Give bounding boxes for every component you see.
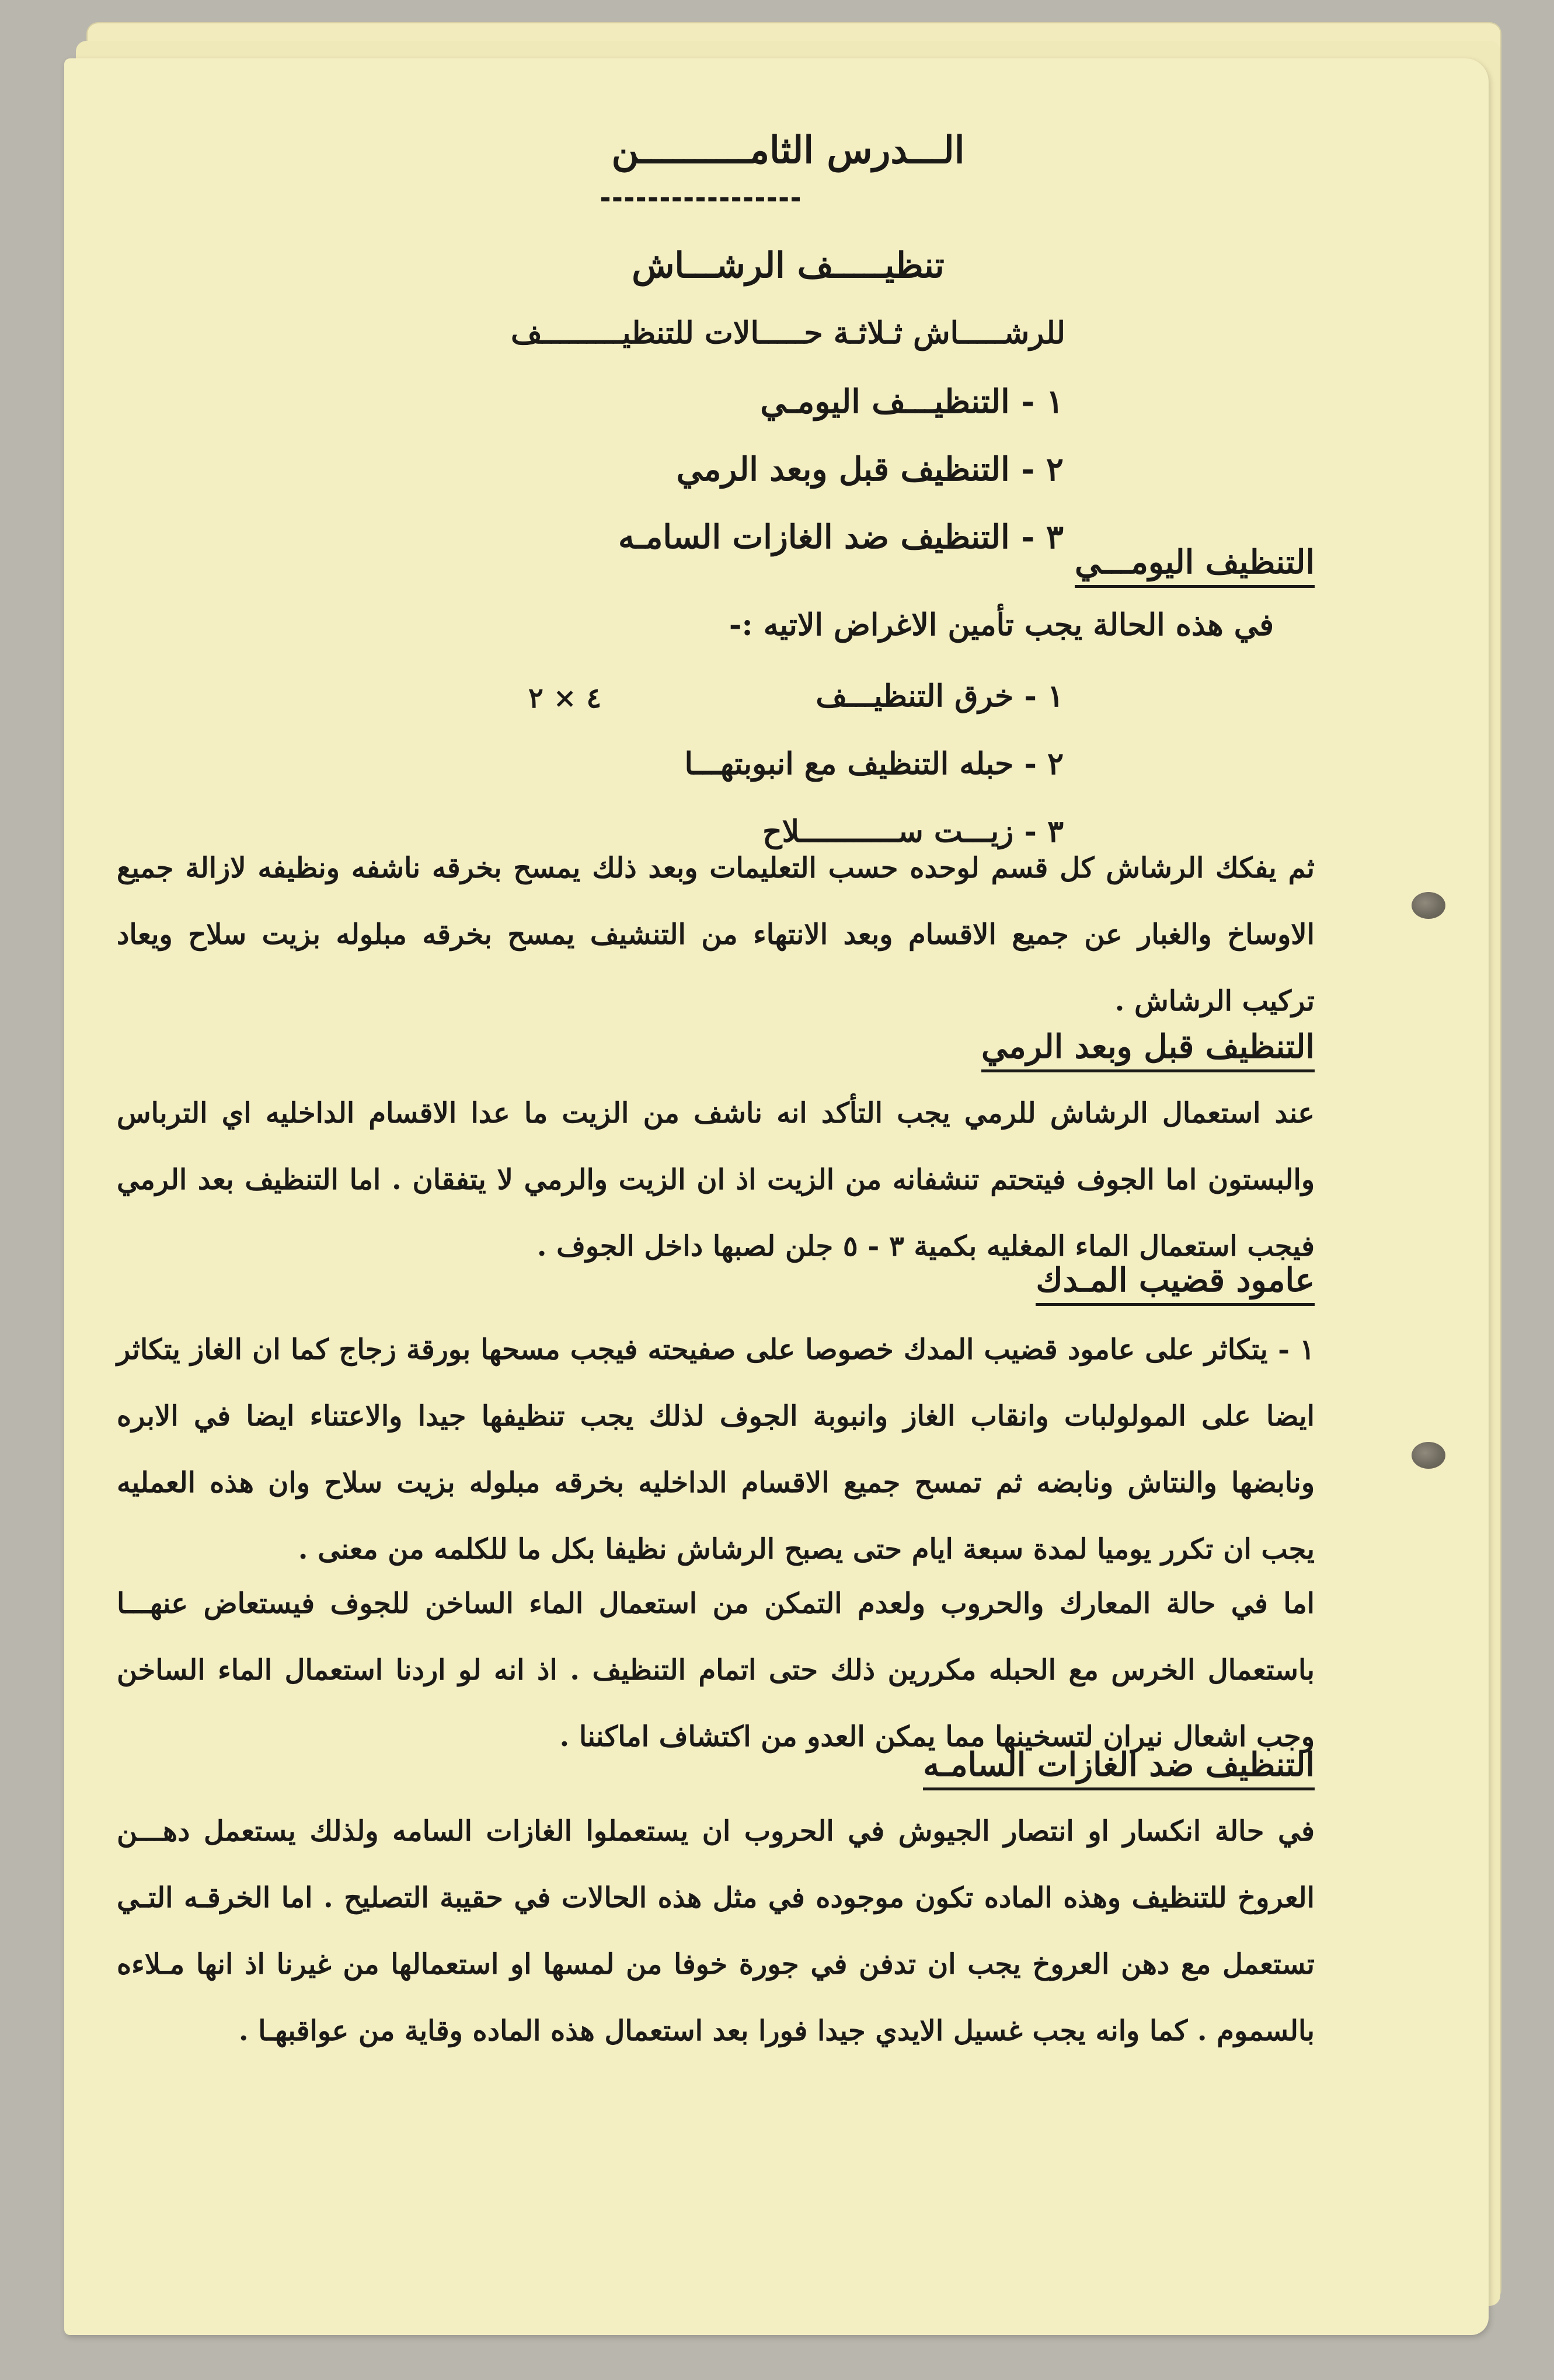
daily-intro: في هذه الحالة يجب تأمين الاغراض الاتيه :- <box>729 607 1274 643</box>
daily-body: ثم يفكك الرشاش كل قسم لوحده حسب التعليمات وبعد ذلك يمسح بخرقه ناشفه ونظيفه لازالة جميع الاوساخ والغبار عن جميع الاقسام وبعد الانتهاء من التنشيف يمسح بخرقه مبلوله بزيت سلاح ويعاد تركيب الرشاش . <box>117 852 1315 1017</box>
firing-heading-text: التنظيف قبل وبعد الرمي <box>981 1027 1315 1072</box>
firing-heading <box>981 1027 1315 1066</box>
title-underline <box>601 197 800 201</box>
daily-item: ١ - خرق التنظيـــف <box>816 678 1064 714</box>
daily-heading <box>1075 543 1315 581</box>
rod-heading <box>1036 1261 1315 1299</box>
cloth-dimension: ٤ × ٢ <box>528 682 602 715</box>
topic-title: تنظيـــــف الرشـــاش <box>632 245 945 286</box>
cases-list <box>538 368 1064 571</box>
case-item: ٢ - التنظيف قبل وبعد الرمي <box>676 450 1064 489</box>
daily-item: ٢ - حبله التنظيف مع انبوبتهـــا <box>684 746 1064 782</box>
punch-hole-top <box>1412 892 1445 919</box>
gas-body: في حالة انكسار او انتصار الجيوش في الحروب ان يستعملوا الغازات السامه ولذلك يستعمل دهـــن العروخ للتنظيف وهذه الماده تكون موجوده في مثل هذه الحالات في حقيبة التصليح . اما الخرقـه التـي تستعمل مع دهن العروخ يجب ان تدفن في جورة خوفا من لمسها او استعمالها من غيرنا اذ انها مـلاءه بالسموم . كما وانه يجب غسيل الايدي جيدا فورا بعد استعمال هذه الماده وقاية من عواقبهـا . <box>117 1815 1315 2047</box>
gas-heading <box>923 1745 1315 1784</box>
rod-heading-text: عامود قضيب المـدك <box>1036 1261 1315 1306</box>
punch-hole-bottom <box>1412 1442 1445 1469</box>
case-item: ٣ - التنظيف ضد الغازات السامـه <box>618 518 1064 556</box>
case-item: ١ - التنظيـــف اليومـي <box>760 382 1064 421</box>
rod-body-1: ١ - يتكاثر على عامود قضيب المدك خصوصا على صفيحته فيجب مسحها بورقة زجاج كما ان الغاز يتكاثر ايضا على المولولبات وانقاب الغاز وانبوبة الجوف لذلك يجب تنظيفها جيدا والاعتناء ايضا في الابره ونابضها والنتاش ونابضه ثم تمسح جميع الاقسام الداخليه بخرقه مبلوله بزيت سلاح وان هذه العمليه يجب ان تكرر يوميا لمدة سبعة ايام حتى يصبح الرشاش نظيفا بكل ما للكلمه من معنى . <box>117 1333 1315 1566</box>
cases-heading: للرشـــــاش ثـلاثـة حـــــالات للتنظيـــــــــف <box>511 315 1065 351</box>
lesson-title: الـــدرس الثامــــــــــن <box>611 128 965 172</box>
daily-heading-text: التنظيف اليومـــي <box>1075 543 1315 588</box>
firing-body: عند استعمال الرشاش للرمي يجب التأكد انه ناشف من الزيت ما عدا الاقسام الداخليه اي الترباس والبستون اما الجوف فيتحتم تنشفانه من الزيت اذ ان الزيت والرمي لا يتفقان . اما التنظيف بعد الرمي فيجب استعمال الماء المغليه بكمية ٣ - ٥ جلن لصبها داخل الجوف . <box>117 1097 1315 1263</box>
daily-item: ٣ - زيـــت ســـــــــــلاح <box>762 814 1064 849</box>
rod-body-2: اما في حالة المعارك والحروب ولعدم التمكن من استعمال الماء الساخن للجوف فيستعاض عنهـــا باستعمال الخرس مع الحبله مكررين ذلك حتى اتمام التنظيف . اذ انه لو اردنا استعمال الماء الساخن وجب اشعال نيران لتسخينها مما يمكن العدو من اكتشاف اماكننا . <box>117 1587 1315 1753</box>
gas-heading-text: التنظيف ضد الغازات السامـه <box>923 1745 1315 1790</box>
